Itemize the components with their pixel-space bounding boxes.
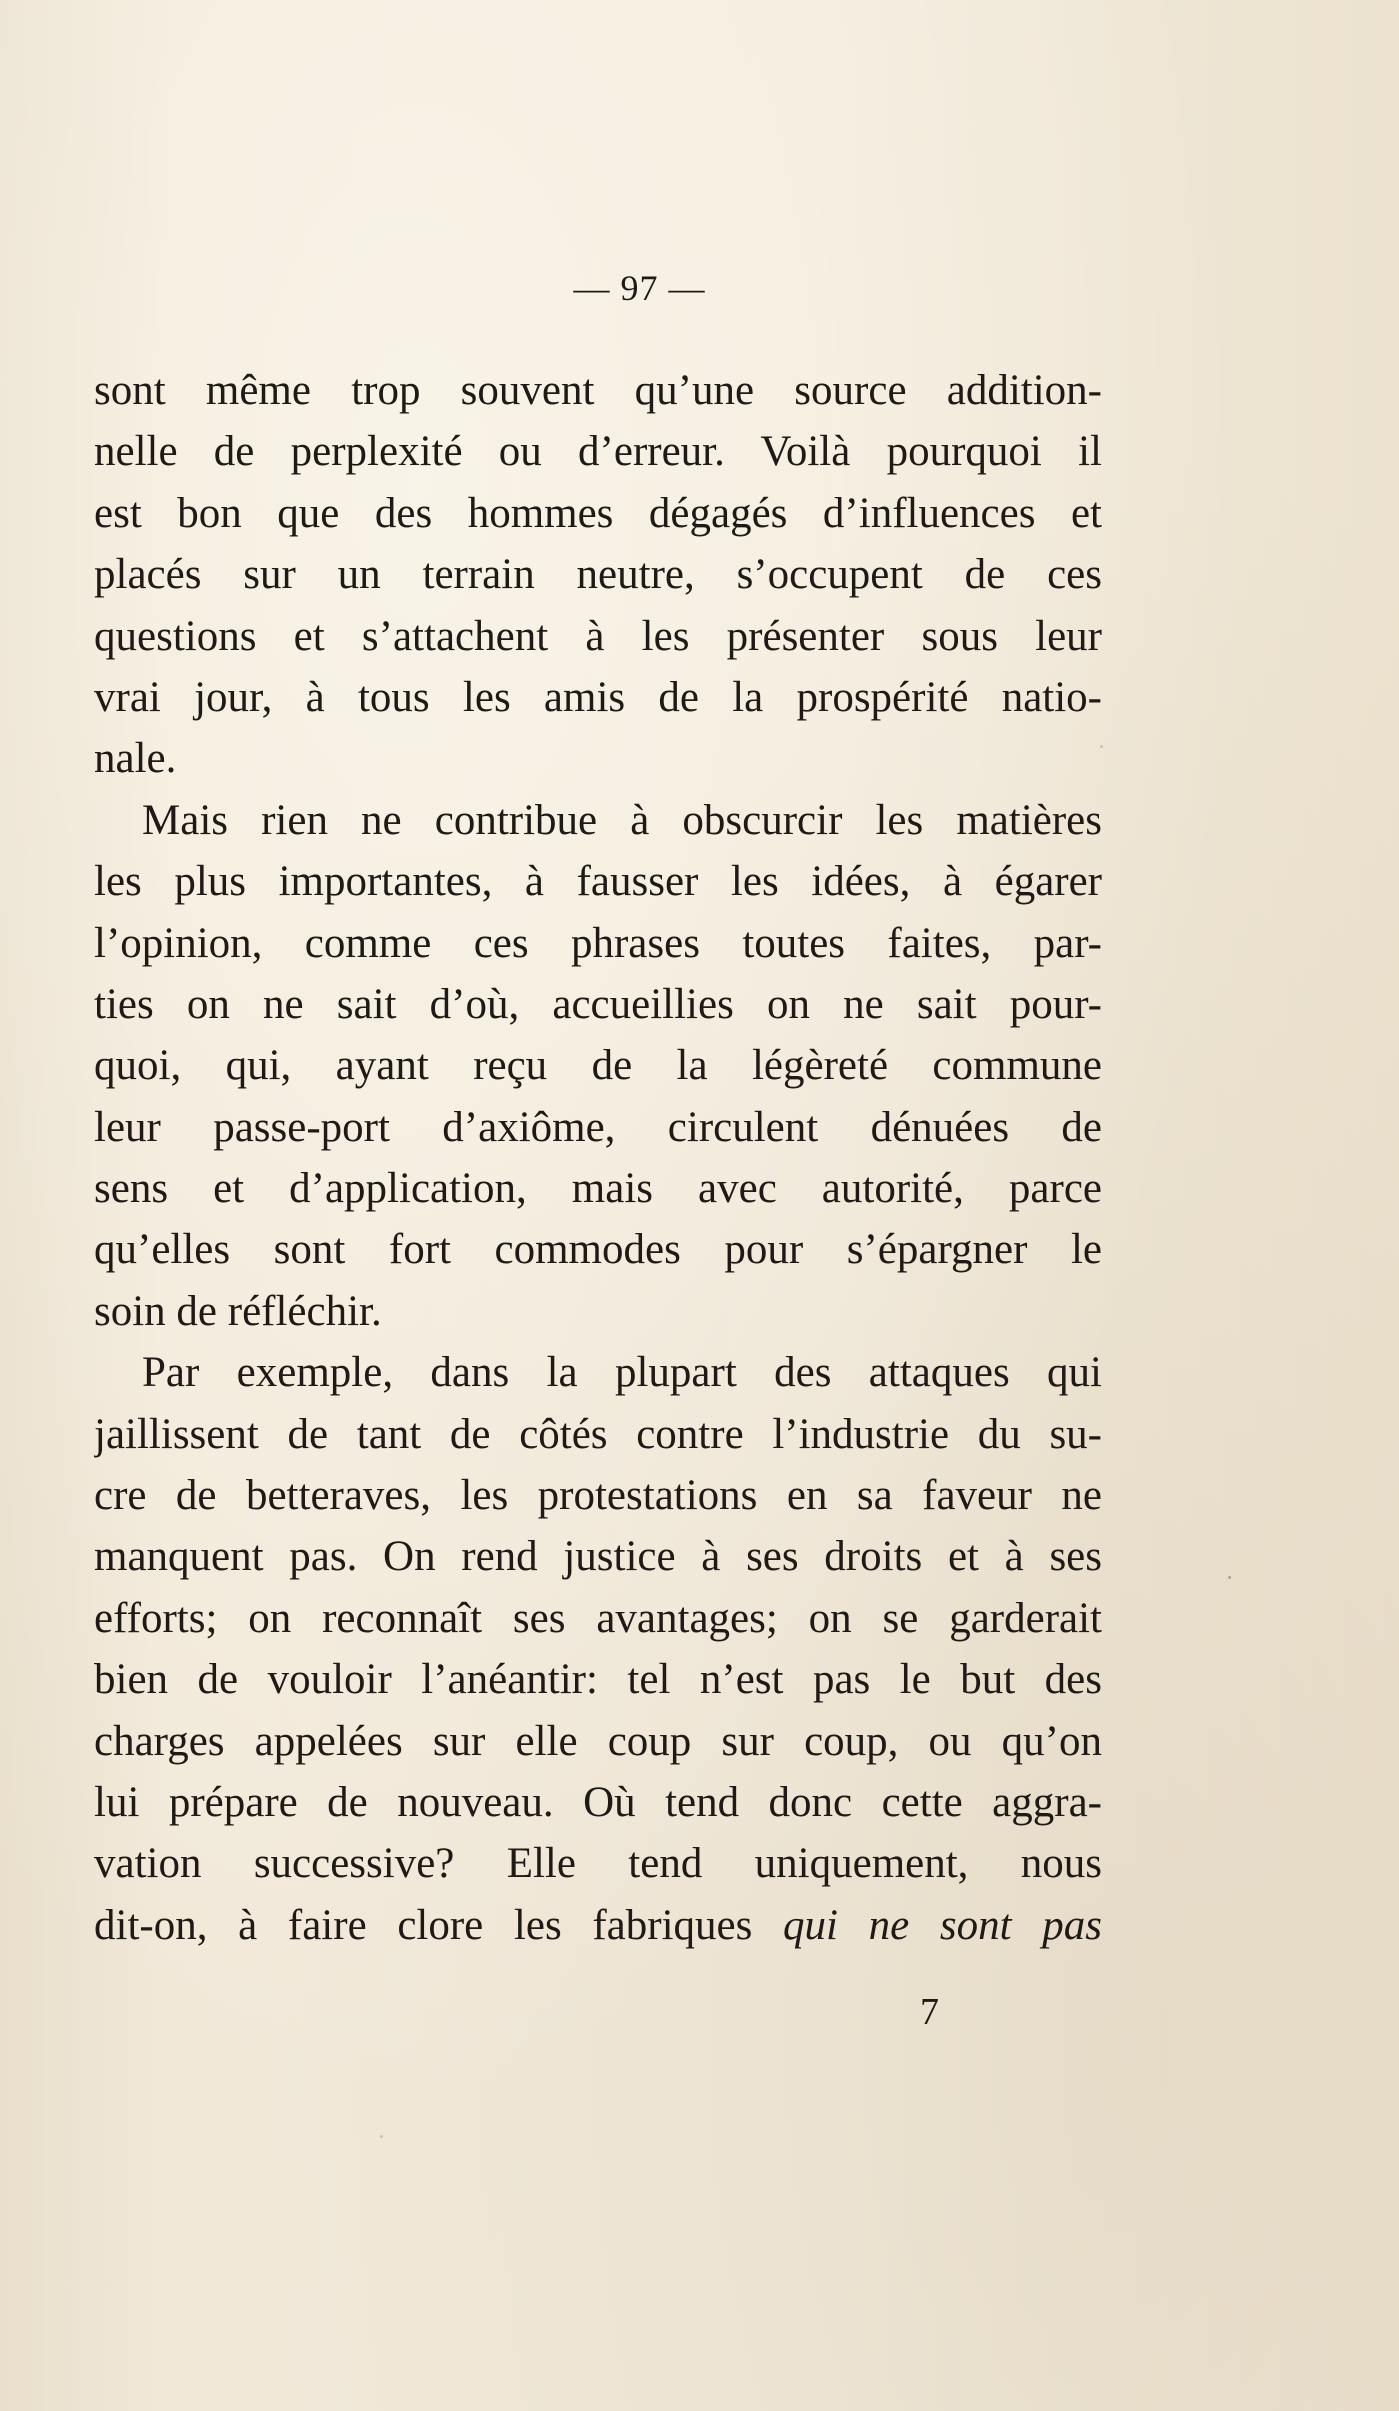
- text-line: est bon que des hommes dégagés d’influences et: [94, 489, 1102, 537]
- text-line: vrai jour, à tous les amis de la prospérité natio-: [94, 673, 1102, 721]
- text-line: soin de réfléchir.: [94, 1287, 382, 1335]
- text-line-with-italic: [94, 1895, 1102, 1956]
- paper-speck: [1228, 1576, 1231, 1579]
- text-line: ties on ne sait d’où, accueillies on ne sait pour-: [94, 980, 1102, 1028]
- text-line: leur passe-port d’axiôme, circulent dénuées de: [94, 1103, 1102, 1151]
- text-line: vation successive? Elle tend uniquement, nous: [94, 1840, 1102, 1888]
- text-line: efforts; on reconnaît ses avantages; on se garderait: [94, 1594, 1102, 1642]
- signature-mark: 7: [920, 1991, 939, 2033]
- paragraph-3: [94, 1342, 1102, 1956]
- text-line: Mais rien ne contribue à obscurcir les matières: [142, 796, 1102, 844]
- text-line: nale.: [94, 735, 177, 783]
- text-line: nelle de perplexité ou d’erreur. Voilà pourquoi il: [94, 428, 1102, 476]
- text-line: sens et d’application, mais avec autorité, parce: [94, 1165, 1102, 1213]
- text-line: sont même trop souvent qu’une source addition-: [94, 367, 1102, 414]
- closing-line-text: dit-on, à faire clore les fabriques: [94, 1901, 784, 1949]
- text-line: questions et s’attachent à les présenter sous leur: [94, 612, 1102, 660]
- text-line: charges appelées sur elle coup sur coup, ou qu’on: [94, 1717, 1102, 1765]
- text-line: quoi, qui, ayant reçu de la légèreté commune: [94, 1042, 1102, 1090]
- body-text: [94, 360, 1102, 1956]
- italic-phrase: qui ne sont pas: [783, 1901, 1102, 1949]
- paper-speck: [380, 2135, 383, 2138]
- text-line: bien de vouloir l’anéantir: tel n’est pas le but des: [94, 1656, 1102, 1704]
- text-line: lui prépare de nouveau. Où tend donc cette aggra-: [94, 1778, 1102, 1826]
- paper-speck: [1100, 745, 1103, 748]
- text-line: Par exemple, dans la plupart des attaques qui: [142, 1349, 1102, 1397]
- text-line: qu’elles sont fort commodes pour s’épargner le: [94, 1226, 1102, 1274]
- text-line: jaillissent de tant de côtés contre l’industrie du su-: [94, 1410, 1102, 1458]
- text-line: l’opinion, comme ces phrases toutes faites, par-: [94, 919, 1102, 967]
- text-line: manquent pas. On rend justice à ses droits et à ses: [94, 1533, 1102, 1581]
- text-line: placés sur un terrain neutre, s’occupent de ces: [94, 551, 1102, 599]
- paragraph-1: [94, 360, 1102, 790]
- text-line: les plus importantes, à fausser les idées, à égarer: [94, 858, 1102, 906]
- paragraph-2: [94, 790, 1102, 1343]
- page-number-header: — 97 —: [573, 268, 706, 308]
- text-line: cre de betteraves, les protestations en sa faveur ne: [94, 1472, 1102, 1520]
